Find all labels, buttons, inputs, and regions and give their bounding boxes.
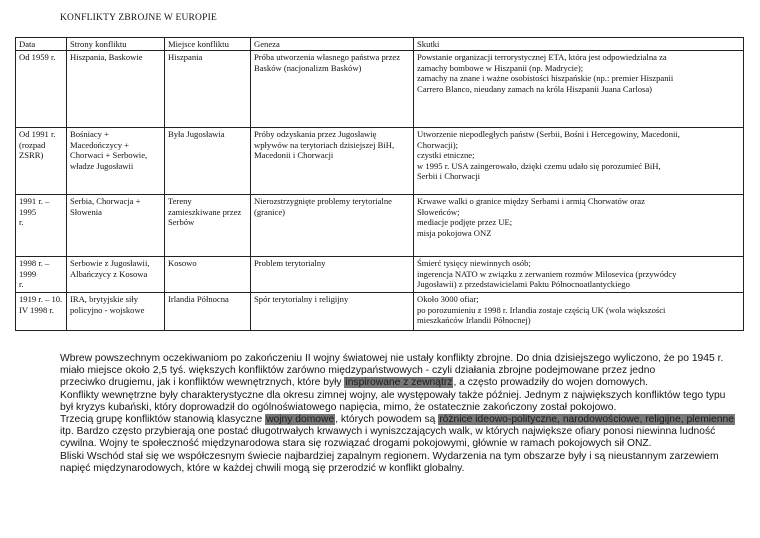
cell-data: 1991 r. – 1995 r. — [16, 195, 67, 257]
cell-skutki: Około 3000 ofiar; po porozumieniu z 1998 r. Irlandia zostaje częścią UK (wola większości mieszkańców Irlandii Północnej) — [414, 293, 744, 331]
cell-miejsce: Irlandia Północna — [165, 293, 251, 331]
cell-miejsce: Hiszpania — [165, 51, 251, 128]
table-row — [16, 195, 744, 257]
cell-geneza: Problem terytorialny — [251, 257, 414, 293]
paragraph-line: napięć międzynarodowych, które w każdej chwili mogą się przerodzić w konflikt globalny. — [60, 462, 465, 474]
cell-miejsce: Była Jugosławia — [165, 128, 251, 195]
cell-geneza: Próba utworzenia własnego państwa przez Basków (nacjonalizm Basków) — [251, 51, 414, 128]
cell-strony: Hiszpania, Baskowie — [67, 51, 165, 128]
paragraph-line: Bliski Wschód stał się we współczesnym świecie najbardziej zapalnym regionem. Wydarzenia na tym obszarze były i są nieustannym zarzewiem — [60, 450, 719, 462]
cell-miejsce: Kosowo — [165, 257, 251, 293]
header-data: Data — [16, 38, 67, 51]
cell-data: 1998 r. – 1999 r. — [16, 257, 67, 293]
page-title: KONFLIKTY ZBROJNE W EUROPIE — [60, 13, 217, 23]
header-geneza: Geneza — [251, 38, 414, 51]
cell-skutki: Powstanie organizacji terrorystycznej ETA, która jest odpowiedzialna za zamachy bombowe w Hiszpanii (np. Madrycie); zamachy na znane i ważne osobistości hiszpańskie (np.: premier Hiszpanii Carrero Blanco, nieudany zamach na króla Hiszpanii Juana Carlosa) — [414, 51, 744, 128]
paragraph-line: cywilna. Wojny te społeczność międzynarodowa stara się rozwiązać drogami pokojowymi, głównie w ramach pokojowych sił ONZ. — [60, 438, 652, 450]
paragraph-line: Trzecią grupę konfliktów stanowią klasyczne wojny domowe, których powodem są różnice ideowo-polityczne, narodowościowe, religijne, plemienne — [60, 414, 734, 426]
cell-geneza: Próby odzyskania przez Jugosławię wpływów na terytoriach dzisiejszej BiH, Macedonii i Chorwacji — [251, 128, 414, 195]
cell-skutki: Krwawe walki o granice między Serbami i armią Chorwatów oraz Słoweńców; mediacje podjęte przez UE; misja pokojowa ONZ — [414, 195, 744, 257]
paragraph-line: itp. Bardzo często przybierają one postać długotrwałych krwawych i wyniszczających walk, w których największe ofiary ponosi niewinna ludność — [60, 426, 716, 438]
cell-data: 1919 r. – 10. IV 1998 r. — [16, 293, 67, 331]
header-miejsce: Miejsce konfliktu — [165, 38, 251, 51]
cell-geneza: Spór terytorialny i religijny — [251, 293, 414, 331]
paragraph-line: miało miejsce około 2,5 tyś. większych konfliktów zarówno międzypaństwowych - czyli działania zbrojne podejmowane przez jedno — [60, 365, 656, 377]
cell-skutki: Utworzenie niepodległych państw (Serbii, Bośni i Hercegowiny, Macedonii, Chorwacji); czystki etniczne; w 1995 r. USA zaingerowało, dzięki czemu udało się porozumieć BiH, Serbii i Chorwacji — [414, 128, 744, 195]
header-strony: Strony konfliktu — [67, 38, 165, 51]
cell-geneza: Nierozstrzygnięte problemy terytorialne (granice) — [251, 195, 414, 257]
paragraph-line: przeciwko drugiemu, jak i konfliktów wewnętrznych, które były inspirowane z zewnątrz, a często prowadziły do wojen domowych. — [60, 377, 649, 389]
paragraph-line: Konflikty wewnętrzne były charakterystyczne dla okresu zimnej wojny, ale występowały także później. Jednym z największych konfliktów tego typu — [60, 389, 726, 401]
highlight: różnice ideowo-polityczne, narodowościowe, religijne, plemienne — [439, 414, 734, 426]
table-row — [16, 257, 744, 293]
cell-data: Od 1959 r. — [16, 51, 67, 128]
cell-strony: IRA, brytyjskie siły policyjno - wojskowe — [67, 293, 165, 331]
highlight: inspirowane z zewnątrz — [345, 377, 453, 389]
table-row — [16, 293, 744, 331]
cell-skutki: Śmierć tysięcy niewinnych osób; ingerencja NATO w związku z zerwaniem rozmów Milosevica (przywódcy Jugosławii) z przedstawicielami Paktu Północnoatlantyckiego — [414, 257, 744, 293]
cell-strony: Bośniacy + Macedończycy + Chorwaci + Serbowie, władze Jugosławii — [67, 128, 165, 195]
header-skutki: Skutki — [414, 38, 744, 51]
table-row — [16, 128, 744, 195]
cell-miejsce: Tereny zamieszkiwane przez Serbów — [165, 195, 251, 257]
paragraph-line: był kryzys kubański, który doprowadził do ogólnoświatowego napięcia, mimo, że ostatecznie zakończony został pokojowo. — [60, 401, 617, 413]
paragraph-line: Wbrew powszechnym oczekiwaniom po zakończeniu II wojny światowej nie ustały konflikty zbrojne. Do dnia dzisiejszego wyliczono, że po 1945 r. — [60, 353, 724, 364]
highlight: wojny domowe — [266, 414, 335, 426]
conflicts-table — [15, 37, 744, 331]
cell-data: Od 1991 r. (rozpad ZSRR) — [16, 128, 67, 195]
body-text — [60, 353, 740, 475]
cell-strony: Serbowie z Jugosławii, Albańczycy z Kosowa — [67, 257, 165, 293]
table-header-row — [16, 38, 744, 51]
cell-strony: Serbia, Chorwacja + Słowenia — [67, 195, 165, 257]
table-row — [16, 51, 744, 128]
